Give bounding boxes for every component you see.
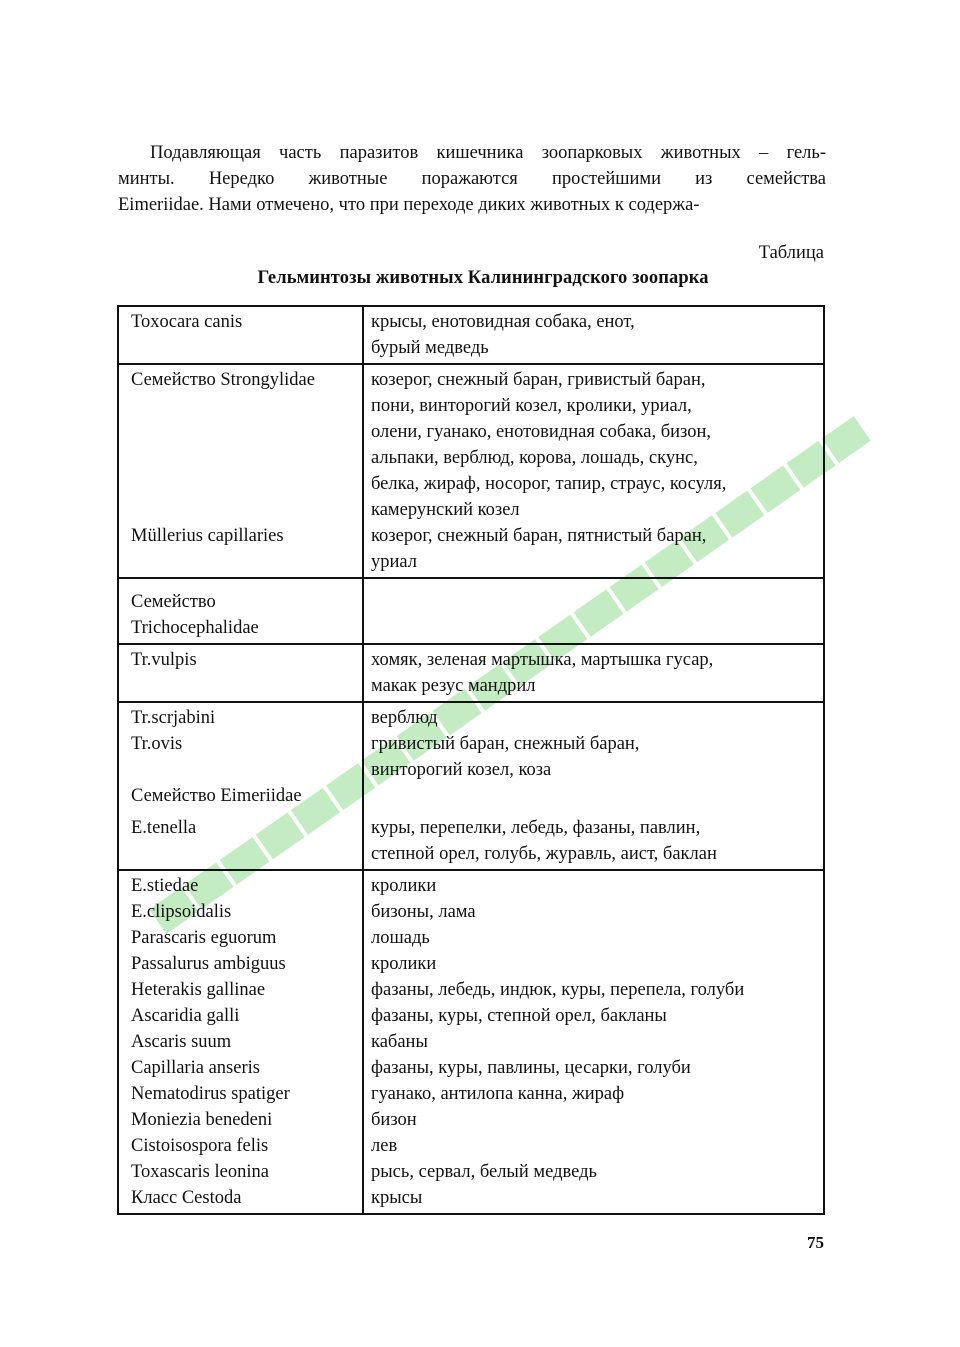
parasite-name: Tr.vulpis (131, 650, 197, 670)
page-number: 75 (807, 1233, 824, 1252)
intro-paragraph (118, 140, 826, 218)
hosts-line: фазаны, лебедь, индюк, куры, перепела, голуби (371, 980, 745, 1000)
hosts-line: крысы (371, 1188, 423, 1208)
hosts-line: гуанако, антилопа канна, жираф (371, 1084, 625, 1104)
table-row (118, 870, 824, 1214)
parasite-name: Nematodirus spatiger (131, 1084, 290, 1104)
hosts-line: камерунский козел (371, 500, 520, 520)
parasite-name: E.tenella (131, 818, 197, 838)
parasite-name: Moniezia benedeni (131, 1110, 273, 1130)
helminth-table (117, 305, 825, 1215)
hosts-line: пони, винторогий козел, кролики, уриал, (371, 396, 692, 416)
parasite-name: Toxocara canis (131, 312, 243, 332)
parasite-name: Toxascaris leonina (131, 1162, 269, 1182)
hosts-line: степной орел, голубь, журавль, аист, баклан (371, 844, 717, 864)
hosts-line: козерог, снежный баран, гривистый баран, (371, 370, 706, 390)
parasite-name: Heterakis gallinae (131, 980, 266, 1000)
parasite-cell (118, 702, 363, 870)
hosts-line: крысы, енотовидная собака, енот, (371, 312, 635, 332)
hosts-line: кролики (371, 954, 437, 974)
hosts-line: олени, гуанако, енотовидная собака, бизон, (371, 422, 712, 442)
hosts-cell (363, 644, 824, 702)
parasite-name: E.stiedae (131, 876, 199, 896)
parasite-name: Tr.scrjabini (131, 708, 216, 728)
hosts-line: верблюд (371, 708, 438, 728)
hosts-line: гривистый баран, снежный баран, (371, 734, 640, 754)
hosts-line: козерог, снежный баран, пятнистый баран, (371, 526, 707, 546)
parasite-name: Семейство Strongylidae (131, 370, 315, 390)
parasite-cell (118, 870, 363, 1214)
hosts-line: белка, жираф, носорог, тапир, страус, косуля, (371, 474, 727, 494)
table-row (118, 578, 824, 644)
parasite-name: Capillaria anseris (131, 1058, 260, 1078)
hosts-cell (363, 702, 824, 870)
table-caption: Гельминтозы животных Калининградского зоопарка (257, 268, 709, 288)
parasite-name: Passalurus ambiguus (131, 954, 286, 974)
family-name: Trichocephalidae (131, 618, 259, 638)
parasite-name: Ascaridia galli (131, 1006, 240, 1026)
parasite-name: E.clipsoidalis (131, 902, 232, 922)
parasite-cell (118, 306, 363, 364)
table-label: Таблица (758, 243, 824, 263)
hosts-line: куры, перепелки, лебедь, фазаны, павлин, (371, 818, 701, 838)
intro-line: Eimeriidae. Нами отмечено, что при переходе диких животных к содержа- (118, 195, 700, 215)
table-row (118, 306, 824, 364)
table-row (118, 702, 824, 870)
parasite-cell (118, 364, 363, 578)
hosts-line: винторогий козел, коза (371, 760, 552, 780)
parasite-name: Müllerius capillaries (131, 526, 284, 546)
hosts-cell (363, 578, 824, 644)
hosts-line: лев (371, 1136, 398, 1156)
family-name: Семейство Eimeriidae (131, 786, 302, 806)
hosts-line: хомяк, зеленая мартышка, мартышка гусар, (371, 650, 714, 670)
intro-line: минты. Нередко животные поражаются простейшими из семейства (118, 169, 826, 189)
hosts-line: бизон (371, 1110, 417, 1130)
hosts-line: макак резус мандрил (371, 676, 536, 696)
hosts-line: фазаны, куры, павлины, цесарки, голуби (371, 1058, 691, 1078)
hosts-cell (363, 870, 824, 1214)
parasite-name: Ascaris suum (131, 1032, 232, 1052)
hosts-line: рысь, сервал, белый медведь (371, 1162, 597, 1182)
hosts-line: фазаны, куры, степной орел, бакланы (371, 1006, 667, 1026)
hosts-cell (363, 364, 824, 578)
hosts-line: лошадь (371, 928, 430, 948)
hosts-line: альпаки, верблюд, корова, лошадь, скунс, (371, 448, 698, 468)
parasite-cell (118, 644, 363, 702)
hosts-line: уриал (371, 552, 418, 572)
family-name: Семейство (131, 592, 216, 612)
hosts-line: бурый медведь (371, 338, 489, 358)
hosts-line: бизоны, лама (371, 902, 476, 922)
parasite-name: Tr.ovis (131, 734, 183, 754)
parasite-name: Класс Cestoda (131, 1188, 242, 1208)
hosts-cell (363, 306, 824, 364)
parasite-name: Parascaris eguorum (131, 928, 277, 948)
parasite-cell (118, 578, 363, 644)
table-row (118, 364, 824, 578)
table-row (118, 644, 824, 702)
hosts-line: кролики (371, 876, 437, 896)
hosts-line: кабаны (371, 1032, 428, 1052)
parasite-name: Cistoisospora felis (131, 1136, 269, 1156)
intro-line: Подавляющая часть паразитов кишечника зоопарковых животных – гель- (150, 143, 826, 163)
